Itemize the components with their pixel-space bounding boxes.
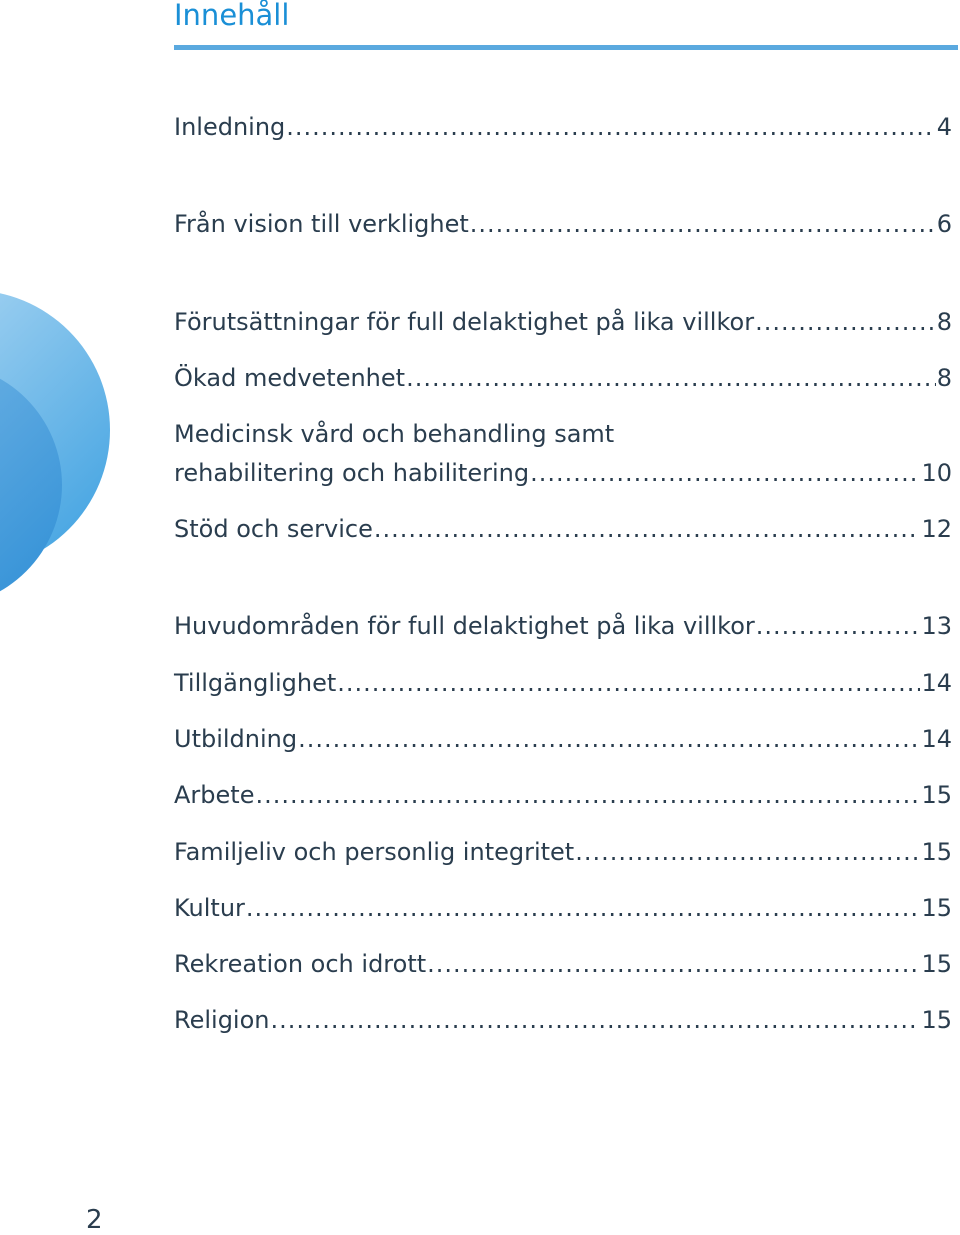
toc-entry-page: 15: [921, 894, 952, 922]
dot-leader: [374, 515, 921, 543]
toc-entry-label: Tillgänglighet: [174, 669, 337, 697]
toc-entry-label: Arbete: [174, 781, 255, 809]
toc-entry[interactable]: [174, 308, 952, 336]
toc-entry-page: 8: [936, 364, 952, 392]
toc-entry[interactable]: [174, 515, 952, 543]
dot-leader: [755, 308, 936, 336]
toc-entry[interactable]: [174, 612, 952, 640]
toc-entry-page: 15: [921, 950, 952, 978]
dot-leader: [286, 113, 935, 141]
dot-leader: [337, 669, 920, 697]
toc-entry[interactable]: [174, 1006, 952, 1034]
toc-entry[interactable]: [174, 459, 952, 487]
toc-entry-label: Förutsättningar för full delaktighet på lika villkor: [174, 308, 755, 336]
toc-entry-page: 6: [936, 210, 952, 238]
toc-entry-label: Rekreation och idrott: [174, 950, 427, 978]
toc-entry-page: 15: [921, 1006, 952, 1034]
toc-entry-page: 8: [936, 308, 952, 336]
dot-leader: [271, 1006, 921, 1034]
page-title: Innehåll: [174, 0, 290, 32]
toc-entry[interactable]: [174, 113, 952, 141]
dot-leader: [756, 612, 921, 640]
toc-entry[interactable]: [174, 838, 952, 866]
toc-entry-page: 10: [921, 459, 952, 487]
toc-entry-page: 14: [921, 725, 952, 753]
toc-entry[interactable]: [174, 669, 952, 697]
toc-entry-page: 13: [921, 612, 952, 640]
dot-leader: [575, 838, 920, 866]
toc-entry[interactable]: [174, 950, 952, 978]
decorative-circles: [0, 0, 120, 620]
dot-leader: [530, 459, 920, 487]
toc-entry[interactable]: [174, 781, 952, 809]
toc-entry[interactable]: [174, 725, 952, 753]
dot-leader: [246, 894, 921, 922]
toc-entry-label: Ökad medvetenhet: [174, 364, 406, 392]
toc-entry-page: 15: [921, 781, 952, 809]
toc-entry-page: 12: [921, 515, 952, 543]
toc-entry-label: Huvudområden för full delaktighet på lika villkor: [174, 612, 755, 640]
toc-entry[interactable]: [174, 210, 952, 238]
toc-entry[interactable]: [174, 894, 952, 922]
toc-entry-page: 4: [936, 113, 952, 141]
page-number: 2: [86, 1205, 103, 1235]
toc-entry-label: Utbildning: [174, 725, 298, 753]
toc-entry-label: Från vision till verklighet: [174, 210, 469, 238]
dot-leader: [470, 210, 936, 238]
dot-leader: [255, 781, 920, 809]
toc-entry[interactable]: [174, 364, 952, 392]
toc-entry-label: Inledning: [174, 113, 286, 141]
dot-leader: [298, 725, 920, 753]
title-divider: [174, 45, 958, 50]
toc-entry-label: Familjeliv och personlig integritet: [174, 838, 575, 866]
toc-entry-label: Kultur: [174, 894, 245, 922]
toc-entry-label-line1: Medicinsk vård och behandling samt: [174, 420, 615, 448]
dot-leader: [427, 950, 920, 978]
toc-entry-page: 15: [921, 838, 952, 866]
toc-entry-label: rehabilitering och habilitering: [174, 459, 530, 487]
toc-entry-label: Stöd och service: [174, 515, 373, 543]
dot-leader: [406, 364, 936, 392]
toc-entry-label: Religion: [174, 1006, 270, 1034]
toc-entry-page: 14: [921, 669, 952, 697]
